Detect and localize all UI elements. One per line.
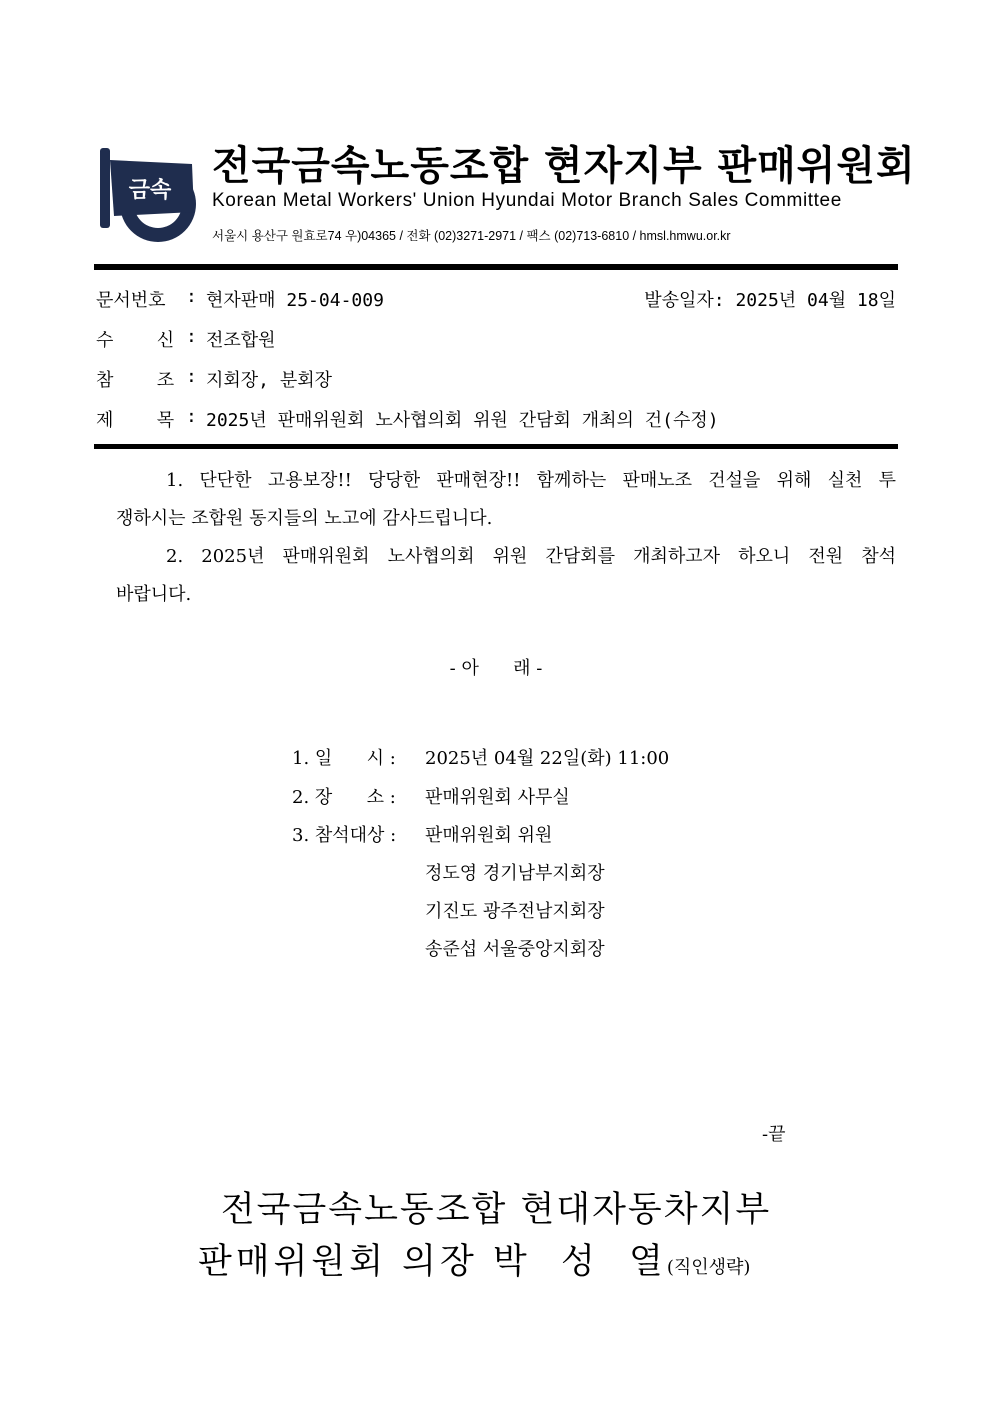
reference-label: 참 조 xyxy=(96,370,175,391)
signature-chair xyxy=(198,1234,750,1284)
paragraph-2: 2. 2025년 판매위원회 노사협의회 위원 간담회를 개최하고자 하오니 전원 참석 바랍니다. xyxy=(116,546,896,605)
end-mark: -끝 xyxy=(762,1124,786,1145)
paragraph-1: 1. 단단한 고용보장!! 당당한 판매현장!! 함께하는 판매노조 건설을 위해 실천 투 쟁하시는 조합원 동지들의 노고에 감사드립니다. xyxy=(116,470,896,529)
doc-number-label: 문서번호 xyxy=(96,290,166,311)
attendee-2: 기진도 광주전남지회장 xyxy=(425,901,605,922)
detail-attendees: 판매위원회 위원 xyxy=(425,825,553,846)
detail-datetime-label: 1. 일 시 : xyxy=(292,748,396,769)
organization-english-name: Korean Metal Workers' Union Hyundai Motor Branch Sales Committee xyxy=(212,190,842,211)
subject-label: 제 목 xyxy=(96,410,175,431)
recipient: 전조합원 xyxy=(206,330,276,351)
header-divider xyxy=(94,264,898,270)
doc-number: 현자판매 25-04-009 xyxy=(206,290,384,311)
colon: : xyxy=(186,366,197,387)
attendee-3: 송준섭 서울중앙지회장 xyxy=(425,939,605,960)
attendee-1: 정도영 경기남부지회장 xyxy=(425,863,605,884)
organization-title: 전국금속노동조합 현자지부 판매위원회 xyxy=(212,143,916,189)
colon: : xyxy=(186,326,197,347)
union-logo xyxy=(96,142,200,244)
colon: : xyxy=(186,286,197,307)
signature-name: 판매위원회 의장 박 성 열 xyxy=(198,1242,667,1282)
signature-organization: 전국금속노동조합 현대자동차지부 xyxy=(220,1190,772,1230)
meta-divider xyxy=(94,444,898,449)
detail-attendees-label: 3. 참석대상 : xyxy=(292,825,397,846)
seal-note: (직인생략) xyxy=(666,1257,751,1278)
reference: 지회장, 분회장 xyxy=(206,370,333,391)
send-date: 발송일자: 2025년 04월 18일 xyxy=(644,290,896,311)
recipient-label: 수 신 xyxy=(96,330,175,351)
logo-text: 금속 xyxy=(128,178,172,203)
below-heading: - 아 래 - xyxy=(449,658,543,679)
colon: : xyxy=(186,406,197,427)
detail-place-label: 2. 장 소 : xyxy=(292,787,396,808)
detail-datetime: 2025년 04월 22일(화) 11:00 xyxy=(425,748,670,769)
detail-place: 판매위원회 사무실 xyxy=(425,787,570,808)
organization-address: 서울시 용산구 원효로74 우)04365 / 전화 (02)3271-2971 / 팩스 (02)713-6810 / hmsl.hmwu.or.kr xyxy=(212,229,731,243)
subject: 2025년 판매위원회 노사협의회 위원 간담회 개최의 건(수정) xyxy=(206,410,719,431)
